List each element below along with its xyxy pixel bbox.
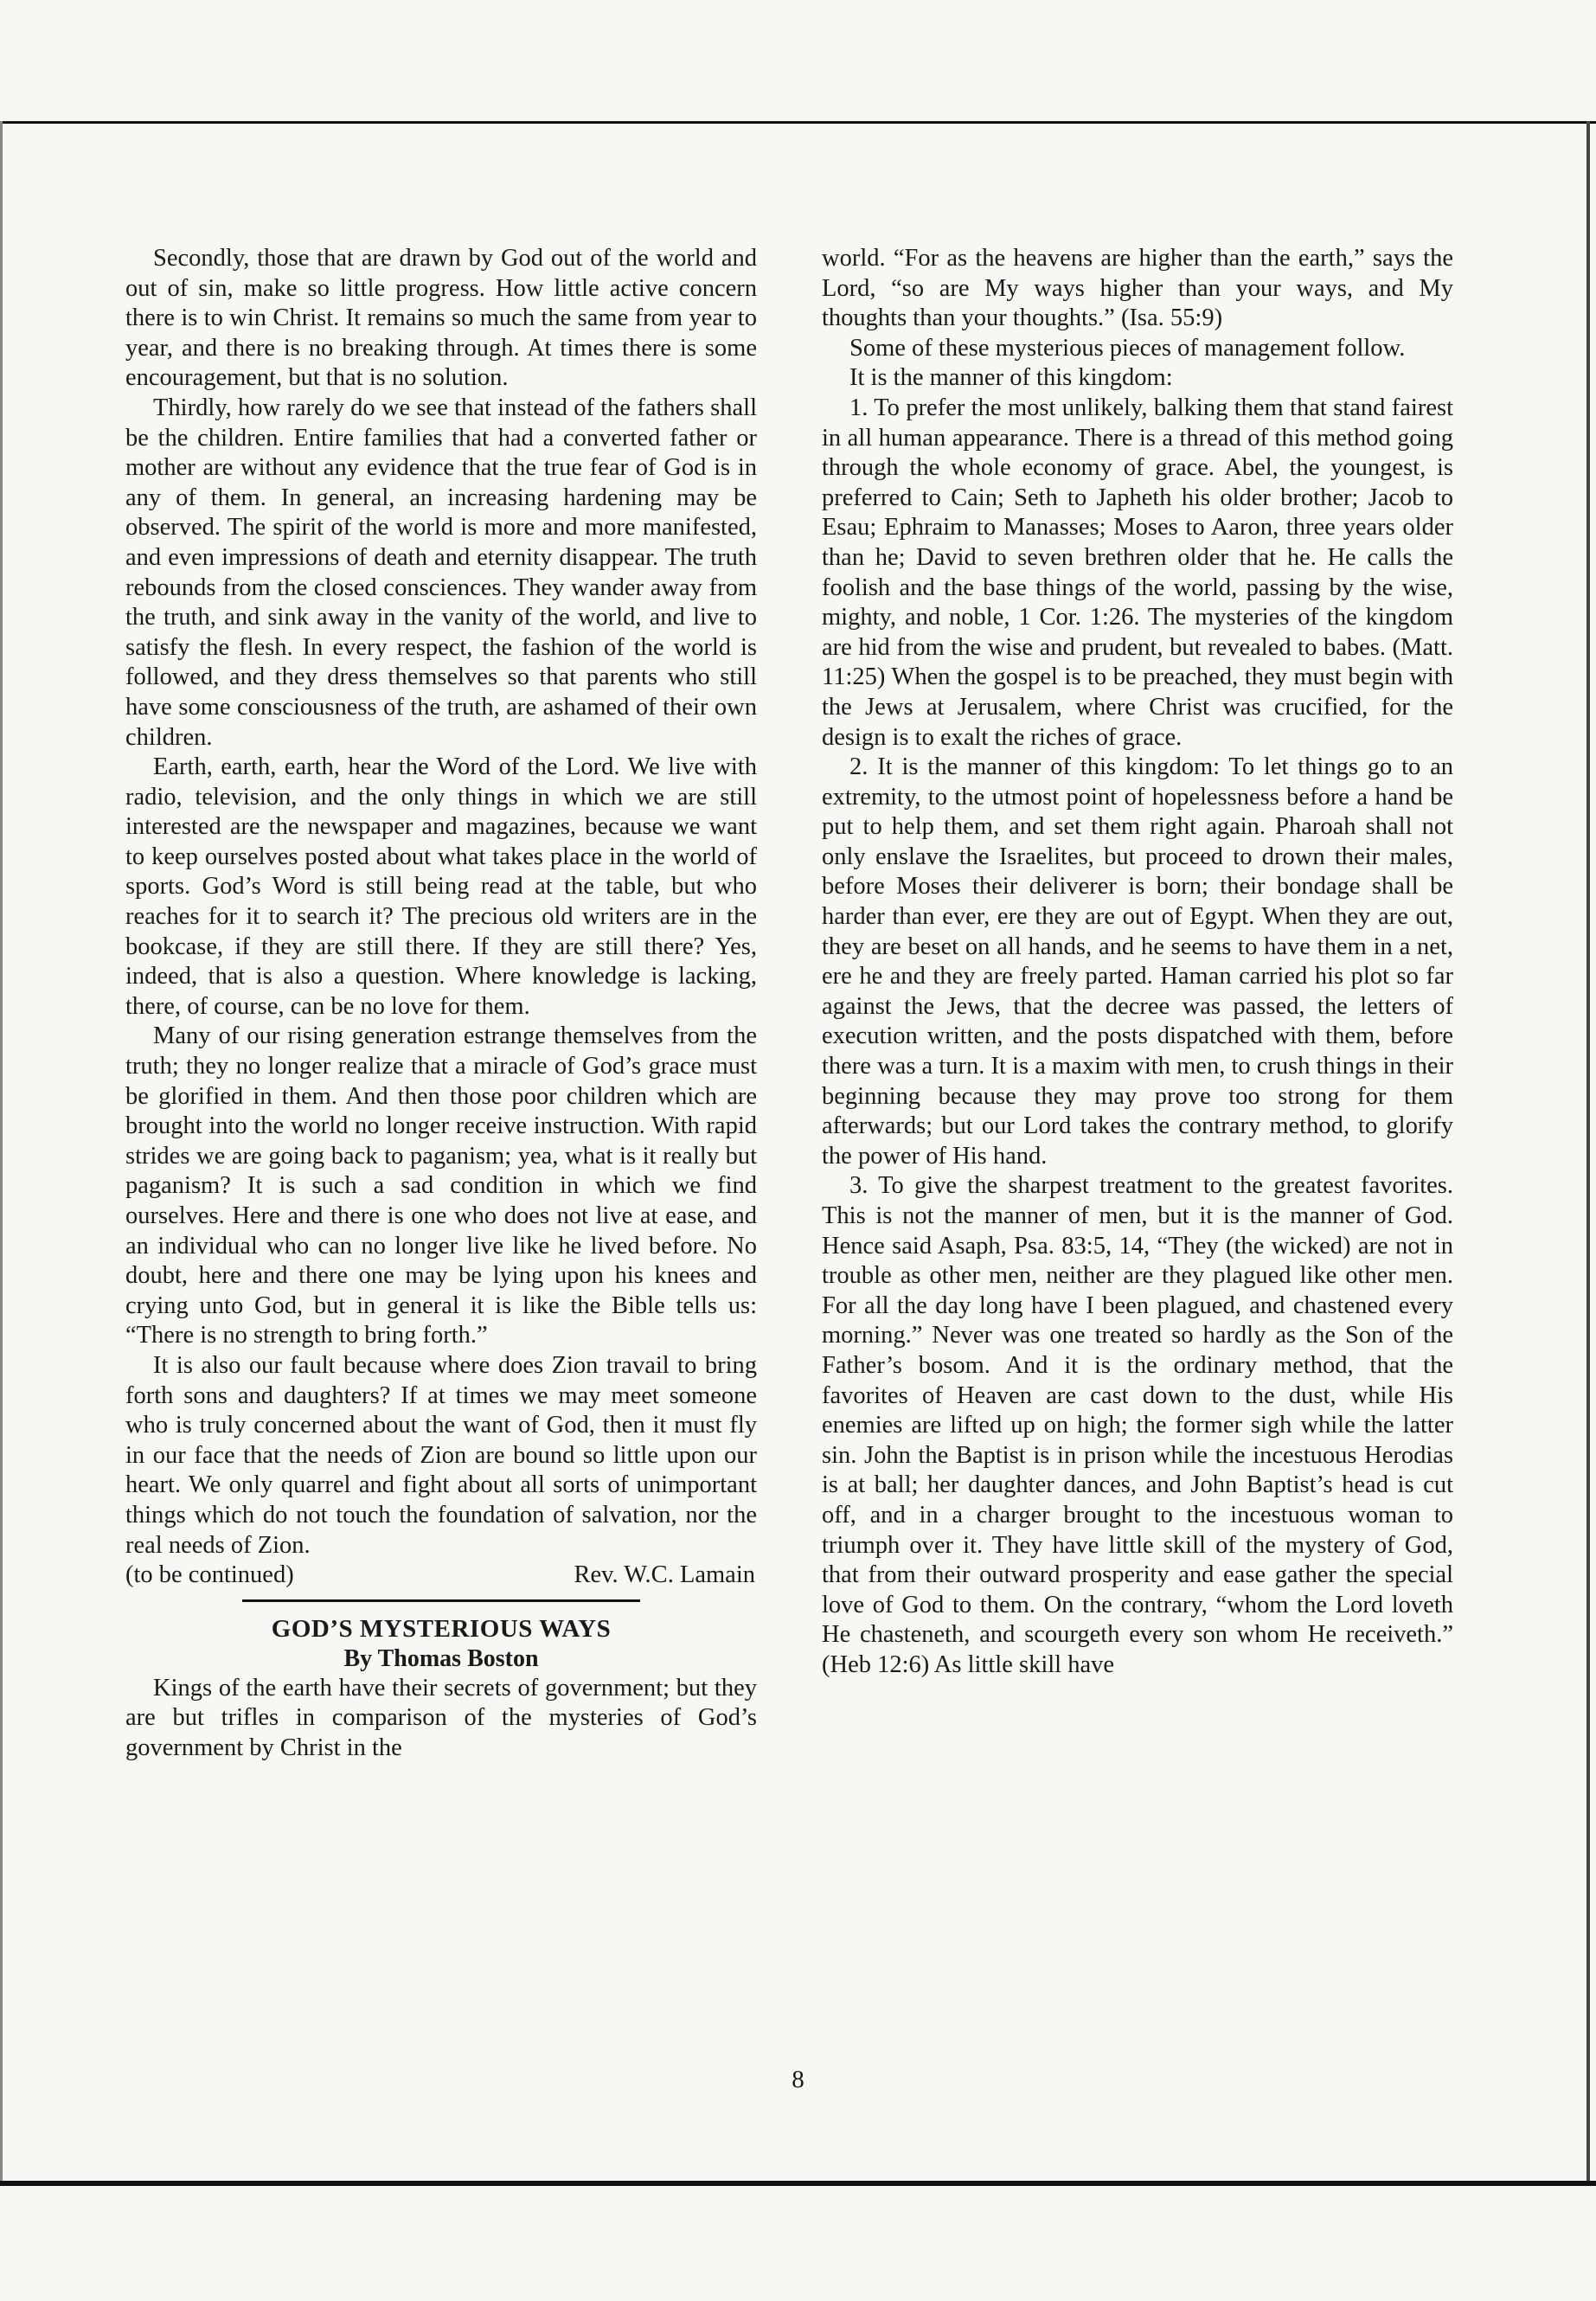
author-signature: Rev. W.C. Lamain — [574, 1561, 755, 1589]
paragraph: It is the manner of this kingdom: — [849, 364, 1173, 392]
paragraph: 2. It is the manner of this kingdom: To let things go to an extremity, to the utmost point of hopelessness before a hand be put to help them, and set them right again. Pharoah shall not only enslave the Israelites, but proceed to drown their males, before Moses their deliverer is born; their bondage shall be harder than ever, ere they are out of Egypt. When they are out, they are beset on all hands, and he seems to have them in a net, ere he and they are freely parted. Haman carried his plot so far against the Jews, that the decree was passed, the letters of execution written, and the posts dispatched with them, before there was a turn. It is a maxim with men, to crush things in their beginning because they may prove too strong for them afterwards; but our Lord takes the contrary method, to glorify the power of His hand. — [822, 753, 1453, 1170]
left-column — [125, 244, 757, 1764]
section-divider — [242, 1599, 640, 1602]
scan-bottom-edge — [0, 2181, 1596, 2186]
paragraph: world. “For as the heavens are higher than the earth,” says the Lord, “so are My ways higher than your ways, and My thoughts than your thoughts.” (Isa. 55:9) — [822, 245, 1453, 332]
paragraph: Secondly, those that are drawn by God out of the world and out of sin, make so little progress. How little active concern there is to win Christ. It remains so much the same from year to year, and there is no breaking through. At times there is some encouragement, but that is no solution. — [125, 245, 757, 392]
paragraph: Some of these mysterious pieces of management follow. — [849, 334, 1406, 362]
continued-note: (to be continued) — [125, 1561, 294, 1589]
paragraph: Thirdly, how rarely do we see that instead of the fathers shall be the children. Entire families that had a converted father or mother are without any evidence that the true fear of God is in any of them. In general, an increasing hardening may be observed. The spirit of the world is more and more manifested, and even impressions of death and eternity disappear. The truth rebounds from the closed consciences. They wander away from the truth, and sink away in the vanity of the world, and live to satisfy the flesh. In every respect, the fashion of the world is followed, and they dress themselves so that parents who still have some consciousness of the truth, are ashamed of their own children. — [125, 394, 757, 751]
article-title: GOD’S MYSTERIOUS WAYS — [271, 1614, 612, 1643]
signature-row — [125, 1561, 755, 1591]
right-column — [822, 244, 1453, 1681]
article-byline: By Thomas Boston — [343, 1644, 539, 1672]
paragraph: 3. To give the sharpest treatment to the greatest favorites. This is not the manner of men, but it is the manner of God. Hence said Asaph, Psa. 83:5, 14, “They (the wicked) are not in trouble as other men, neither are they plagued like other men. For all the day long have I been plagued, and chastened every morning.” Never was one treated so hardly as the Son of the Father’s bosom. And it is the ordinary method, that the favorites of Heaven are cast down to the dust, while His enemies are lifted up on high; the former sigh while the latter sin. John the Baptist is in prison while the incestuous Herodias is at ball; her daughter dances, and John Baptist’s head is cut off, and in a charger brought to the incestuous woman to triumph over it. They have little skill of the mystery of God, that from their outward prosperity and ease gather the special love of God to them. On the contrary, “whom the Lord loveth He chasteneth, and scourgeth every son whom He receiveth.” (Heb 12:6) As little skill have — [822, 1172, 1453, 1678]
scan-top-edge — [0, 121, 1596, 124]
paragraph: Many of our rising generation estrange themselves from the truth; they no longer realize that a miracle of God’s grace must be glorified in them. And then those poor children which are brought into the world no longer receive instruction. With rapid strides we are going back to paganism; yea, what is it really but paganism? It is such a sad condition in which we find ourselves. Here and there is one who does not live at ease, and an individual who can no longer live like he lived before. No doubt, here and there one may be lying upon his knees and crying unto God, but in general it is like the Bible tells us: “There is no strength to bring forth.” — [125, 1022, 757, 1349]
page-number: 8 — [792, 2066, 804, 2093]
paragraph: 1. To prefer the most unlikely, balking them that stand fairest in all human appearance. There is a thread of this method going through the whole economy of grace. Abel, the youngest, is preferred to Cain; Seth to Japheth his older brother; Jacob to Esau; Ephraim to Manasses; Moses to Aaron, three years older than he; David to seven brethren older that he. He calls the foolish and the base things of the world, passing by the wise, mighty, and noble, 1 Cor. 1:26. The mysteries of the kingdom are hid from the wise and prudent, but revealed to babes. (Matt. 11:25) When the gospel is to be preached, they must begin with the Jews at Jerusalem, where Christ was crucified, for the design is to exalt the riches of grace. — [822, 394, 1453, 751]
paragraph: Earth, earth, earth, hear the Word of the Lord. We live with radio, television, and the only things in which we are still interested are the newspaper and magazines, because we want to keep ourselves posted about what takes place in the world of sports. God’s Word is still being read at the table, but who reaches for it to search it? The precious old writers are in the bookcase, if they are still there. If they are still there? Yes, indeed, that is also a question. Where knowledge is lacking, there, of course, can be no love for them. — [125, 753, 757, 1020]
paragraph: It is also our fault because where does Zion travail to bring forth sons and daughters? If at times we may meet someone who is truly concerned about the want of God, then it must fly in our face that the needs of Zion are bound so little upon our heart. We only quarrel and fight about all sorts of unimportant things which do not touch the foundation of salvation, nor the real needs of Zion. — [125, 1351, 757, 1559]
scan-right-edge — [1586, 121, 1590, 2186]
scan-left-edge — [0, 121, 3, 2186]
paragraph: Kings of the earth have their secrets of government; but they are but trifles in comparison of the mysteries of God’s government by Christ in the — [125, 1674, 757, 1761]
